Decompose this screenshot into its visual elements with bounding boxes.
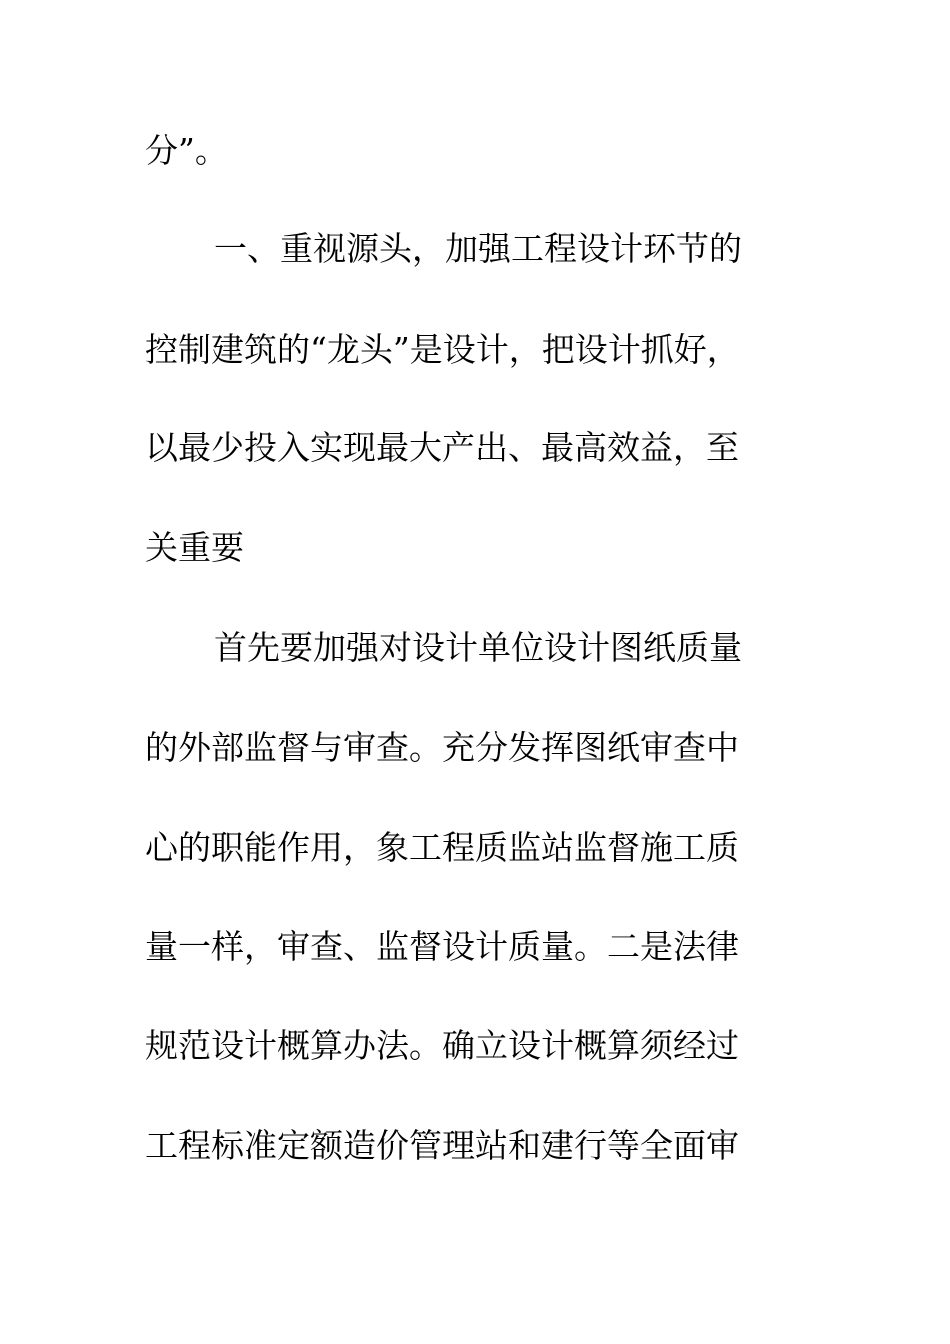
section-heading: 一、重视源头，加强工程设计环节的: [214, 229, 742, 268]
text-line: 关重要: [145, 528, 244, 567]
text-line: 心的职能作用，象工程质监站监督施工质: [145, 828, 739, 867]
text-line: 控制建筑的“龙头”是设计，把设计抓好，: [145, 330, 740, 369]
text-line: 分”。: [145, 131, 228, 170]
paragraph-first-line: 首先要加强对设计单位设计图纸质量: [214, 628, 742, 667]
text-line: 规范设计概算办法。确立设计概算须经过: [145, 1026, 739, 1065]
text-line: 的外部监督与审查。充分发挥图纸审查中: [145, 728, 739, 767]
text-line: 量一样，审查、监督设计质量。二是法律: [145, 927, 739, 966]
text-line: 以最少投入实现最大产出、最高效益，至: [145, 428, 739, 467]
text-line: 工程标准定额造价管理站和建行等全面审: [145, 1126, 739, 1165]
